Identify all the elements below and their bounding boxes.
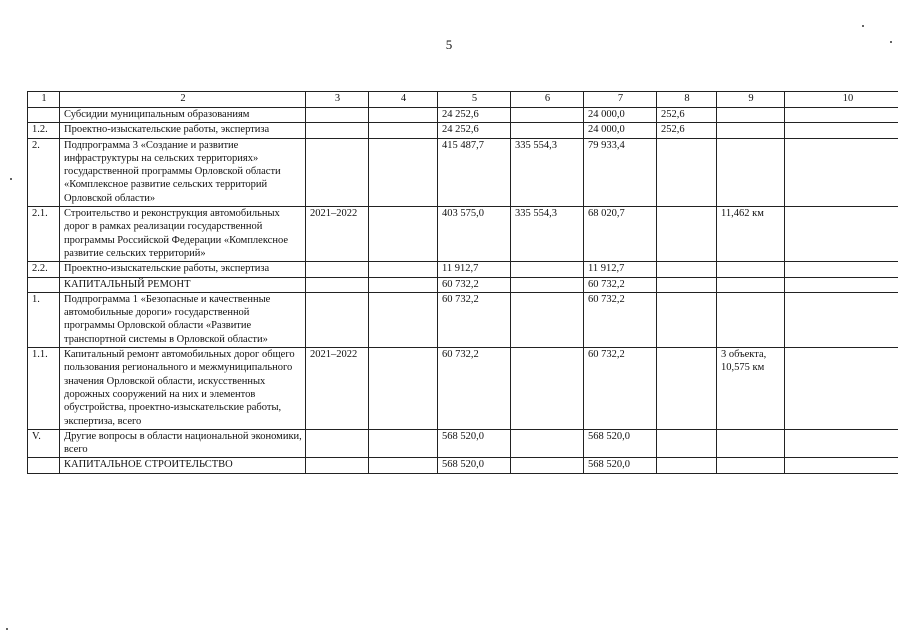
column-header: 2 (60, 92, 306, 108)
table-header-row (28, 92, 898, 108)
table-row (28, 458, 898, 473)
row-col7: 11 912,7 (584, 262, 657, 277)
table-row (28, 292, 898, 347)
row-name: Капитальный ремонт автомобильных дорог общего пользования регионального и межмуниципального значения Орловской области, искусственных дорожных сооружений на них и элементов обустройства, проектно-изыскательские работы, экспертиза, всего (60, 348, 306, 430)
row-col8 (657, 348, 717, 430)
row-number: 1.2. (28, 123, 60, 138)
row-col6 (511, 123, 584, 138)
column-header: 1 (28, 92, 60, 108)
row-period (306, 138, 369, 206)
table-row (28, 348, 898, 430)
row-col7: 568 520,0 (584, 458, 657, 473)
row-col10 (785, 458, 898, 473)
scan-speck (890, 41, 892, 43)
row-name: Другие вопросы в области национальной экономики, всего (60, 429, 306, 458)
table-row (28, 207, 898, 262)
scan-speck (6, 628, 8, 630)
table-row (28, 277, 898, 292)
row-period: 2021–2022 (306, 348, 369, 430)
table-row (28, 429, 898, 458)
row-col10 (785, 108, 898, 123)
column-header: 6 (511, 92, 584, 108)
row-col6 (511, 348, 584, 430)
row-col5: 60 732,2 (438, 277, 511, 292)
row-name: Подпрограмма 3 «Создание и развитие инфраструктуры на сельских территориях» государственной программы Орловской области «Комплексное развитие сельских территорий Орловской области» (60, 138, 306, 206)
row-col5: 568 520,0 (438, 458, 511, 473)
row-col7: 60 732,2 (584, 292, 657, 347)
row-number: 2. (28, 138, 60, 206)
row-col6 (511, 458, 584, 473)
row-col4 (369, 138, 438, 206)
row-col9 (717, 292, 785, 347)
row-name: Подпрограмма 1 «Безопасные и качественные автомобильные дороги» государственной программы Орловской области «Развитие транспортной системы в Орловской области» (60, 292, 306, 347)
row-col8 (657, 458, 717, 473)
row-number: 2.2. (28, 262, 60, 277)
row-col9 (717, 458, 785, 473)
row-col8 (657, 277, 717, 292)
row-col10 (785, 138, 898, 206)
row-col6: 335 554,3 (511, 138, 584, 206)
column-header: 5 (438, 92, 511, 108)
row-number: 1.1. (28, 348, 60, 430)
row-name: Проектно-изыскательские работы, экспертиза (60, 262, 306, 277)
row-col6: 335 554,3 (511, 207, 584, 262)
row-col9 (717, 262, 785, 277)
table-row (28, 262, 898, 277)
row-col5: 60 732,2 (438, 348, 511, 430)
row-period (306, 458, 369, 473)
row-col6 (511, 262, 584, 277)
row-col5: 24 252,6 (438, 123, 511, 138)
row-col6 (511, 277, 584, 292)
row-col10 (785, 429, 898, 458)
column-header: 10 (785, 92, 898, 108)
row-col10 (785, 123, 898, 138)
row-col9: 3 объекта, 10,575 км (717, 348, 785, 430)
row-col7: 60 732,2 (584, 277, 657, 292)
column-header: 4 (369, 92, 438, 108)
row-name: КАПИТАЛЬНОЕ СТРОИТЕЛЬСТВО (60, 458, 306, 473)
row-col4 (369, 262, 438, 277)
row-name: Субсидии муниципальным образованиям (60, 108, 306, 123)
row-col10 (785, 262, 898, 277)
row-col5: 403 575,0 (438, 207, 511, 262)
table-row (28, 123, 898, 138)
row-col5: 568 520,0 (438, 429, 511, 458)
row-col4 (369, 458, 438, 473)
row-number: 1. (28, 292, 60, 347)
table-row (28, 108, 898, 123)
row-col7: 24 000,0 (584, 123, 657, 138)
page-number: 5 (445, 37, 453, 52)
row-number: 2.1. (28, 207, 60, 262)
row-col4 (369, 277, 438, 292)
row-col6 (511, 292, 584, 347)
row-period (306, 262, 369, 277)
row-col5: 60 732,2 (438, 292, 511, 347)
row-col7: 68 020,7 (584, 207, 657, 262)
scan-speck (862, 25, 864, 27)
row-col8: 252,6 (657, 123, 717, 138)
row-col4 (369, 292, 438, 347)
row-number (28, 277, 60, 292)
row-period: 2021–2022 (306, 207, 369, 262)
row-period (306, 108, 369, 123)
row-col8 (657, 429, 717, 458)
row-col5: 24 252,6 (438, 108, 511, 123)
row-col9 (717, 108, 785, 123)
row-col8 (657, 207, 717, 262)
row-col7: 24 000,0 (584, 108, 657, 123)
row-col9 (717, 277, 785, 292)
row-col9 (717, 429, 785, 458)
column-header: 3 (306, 92, 369, 108)
column-header: 9 (717, 92, 785, 108)
row-col7: 60 732,2 (584, 348, 657, 430)
row-col4 (369, 207, 438, 262)
row-col6 (511, 429, 584, 458)
row-col5: 415 487,7 (438, 138, 511, 206)
row-col4 (369, 123, 438, 138)
row-col9 (717, 138, 785, 206)
column-header: 7 (584, 92, 657, 108)
row-col7: 568 520,0 (584, 429, 657, 458)
row-col7: 79 933,4 (584, 138, 657, 206)
row-period (306, 123, 369, 138)
row-period (306, 292, 369, 347)
row-col10 (785, 348, 898, 430)
row-col8: 252,6 (657, 108, 717, 123)
row-name: Проектно-изыскательские работы, экспертиза (60, 123, 306, 138)
row-period (306, 277, 369, 292)
column-header: 8 (657, 92, 717, 108)
row-col8 (657, 292, 717, 347)
row-col8 (657, 138, 717, 206)
row-col10 (785, 292, 898, 347)
row-col9: 11,462 км (717, 207, 785, 262)
row-col6 (511, 108, 584, 123)
row-period (306, 429, 369, 458)
table-row (28, 138, 898, 206)
budget-table (27, 91, 898, 474)
row-col4 (369, 429, 438, 458)
row-col8 (657, 262, 717, 277)
row-col9 (717, 123, 785, 138)
scan-speck (10, 178, 12, 180)
row-col10 (785, 277, 898, 292)
row-col4 (369, 348, 438, 430)
row-col5: 11 912,7 (438, 262, 511, 277)
row-number (28, 108, 60, 123)
row-number: V. (28, 429, 60, 458)
row-name: Строительство и реконструкция автомобильных дорог в рамках реализации государственной программы Российской Федерации «Комплексное развитие сельских территорий» (60, 207, 306, 262)
row-col4 (369, 108, 438, 123)
row-name: КАПИТАЛЬНЫЙ РЕМОНТ (60, 277, 306, 292)
row-number (28, 458, 60, 473)
row-col10 (785, 207, 898, 262)
